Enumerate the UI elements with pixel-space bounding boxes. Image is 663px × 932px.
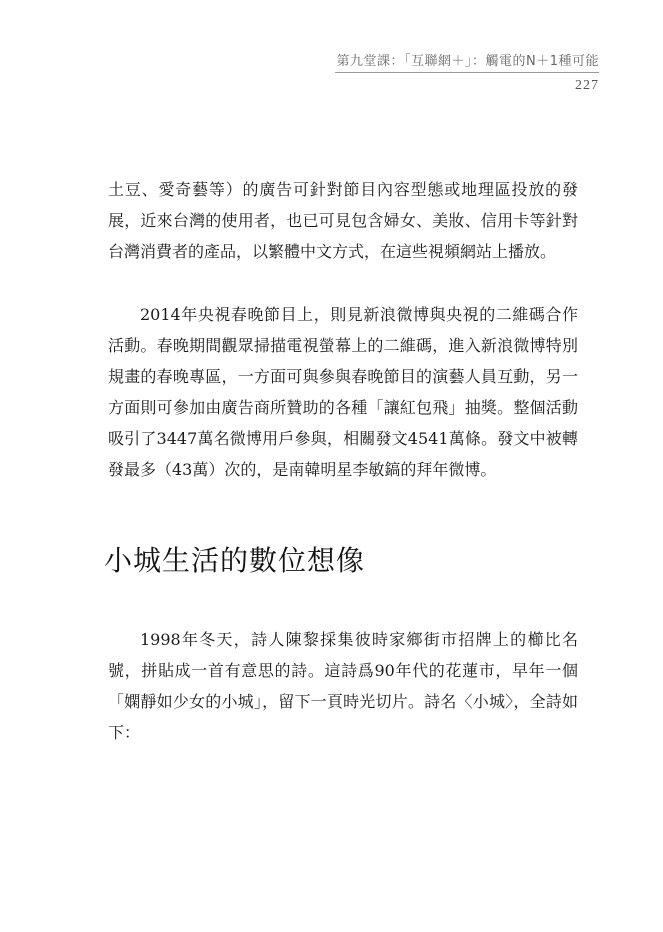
header-rule (335, 72, 599, 73)
body-paragraph: 1998年冬天，詩人陳黎採集彼時家鄉街市招牌上的櫛比名號，拼貼成一首有意思的詩。這詩爲90年代的花蓮市，早年一個「嫻靜如少女的小城」，留下一頁時光切片。詩名〈小城〉，全詩如下： (108, 630, 578, 742)
body-paragraph: 2014年央視春晚節目上，則見新浪微博與央視的二維碼合作活動。春晚期間觀眾掃描電視螢幕上的二維碼，進入新浪微博特別規畫的春晚專區，一方面可與參與春晚節目的演藝人員互動，另一方面則可參加由廣告商所贊助的各種「讓紅包飛」抽獎。整個活動吸引了3447萬名微博用戶參與，相關發文4541萬條。發文中被轉發最多（43萬）次的，是南韓明星李敏鎬的拜年微博。 (108, 305, 578, 479)
page-number: 227 (575, 78, 599, 93)
body-paragraph: 土豆、愛奇藝等）的廣告可針對節目內容型態或地理區投放的發展，近來台灣的使用者，也已可見包含婦女、美妝、信用卡等針對台灣消費者的產品，以繁體中文方式，在這些視頻網站上播放。 (108, 180, 578, 261)
running-header: 第九堂課：「互聯網＋」：觸電的N＋1種可能 (336, 54, 599, 69)
section-title: 小城生活的數位想像 (104, 544, 366, 577)
